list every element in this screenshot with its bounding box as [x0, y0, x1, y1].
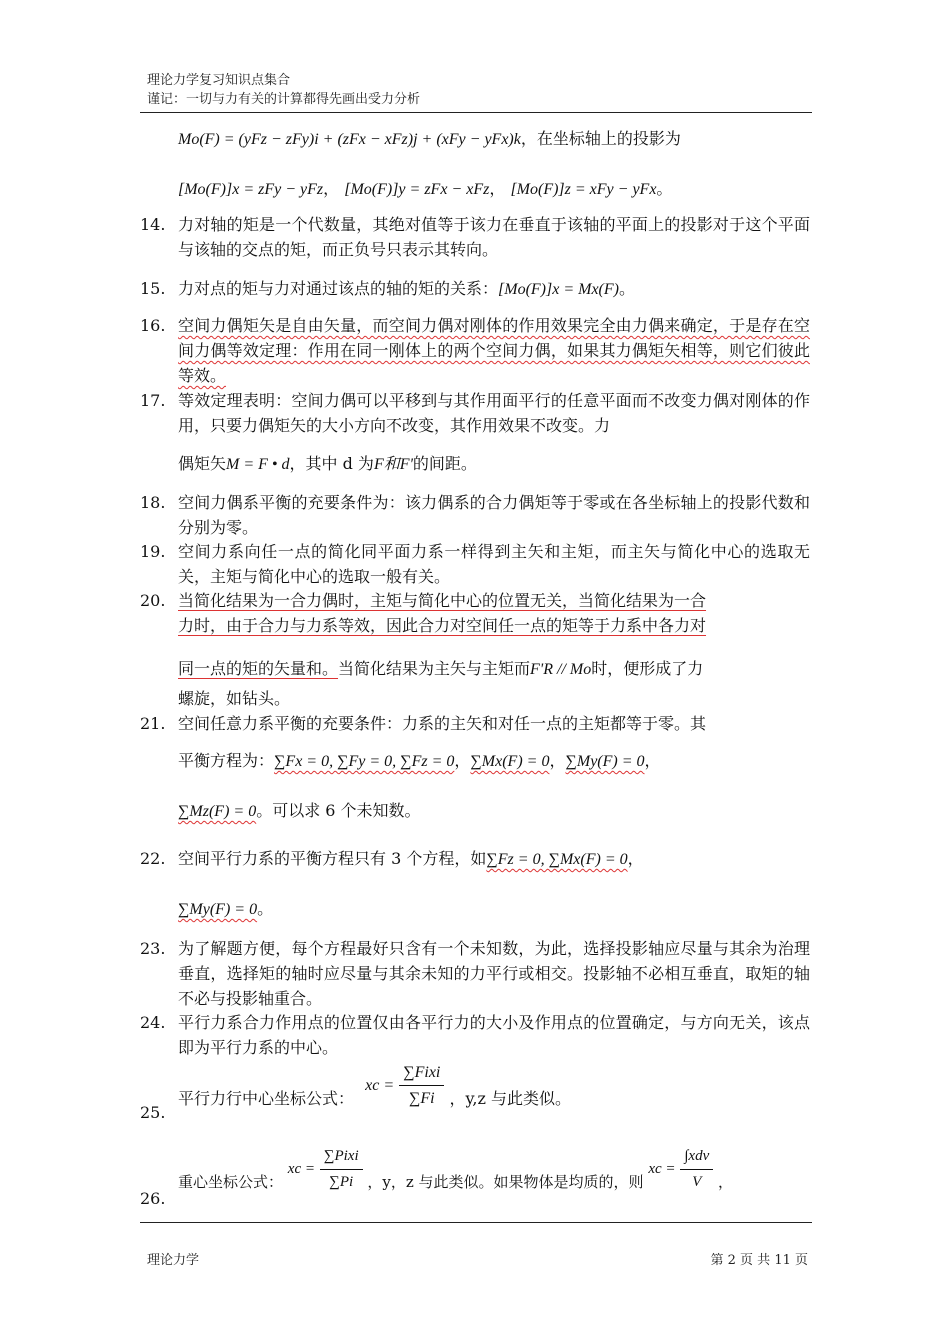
item-number: 25.	[140, 1103, 166, 1122]
list-item-20: 20. 当简化结果为一合力偶时，主矩与简化中心的位置无关，当简化结果为一合 力时，由于合力与力系等效，因此合力对空间任一点的矩等于力系中各力对	[140, 588, 812, 638]
item-text: 空间力偶矩矢是自由矢量，而空间力偶对刚体的作用效果完全由力偶来确定，于是存在空间力偶等效定理：作用在同一刚体上的两个空间力偶，如果其力偶矩矢相等，则它们彼此等效。	[178, 316, 810, 385]
header-title: 理论力学复习知识点集合	[147, 73, 291, 88]
projection-x: [Mo(F)]x = zFy − yFz	[178, 181, 324, 198]
moment-formula-line	[178, 126, 810, 152]
item-number: 17.	[140, 391, 166, 410]
item-17-formula-line: 偶矩矢M = F • d，其中 d 为F和F'的间距。	[178, 454, 477, 473]
list-item-23	[140, 936, 812, 1011]
item-number: 23.	[140, 939, 166, 958]
centroid-fraction: $\frac{\text{∑Pixi}}{\sum Pi}$	[320, 1144, 363, 1195]
parallel-force-equations: ∑Fz = 0, ∑Mx(F) = 0	[486, 851, 628, 868]
list-item-15: 15. 力对点的矩与力对通过该点的轴的矩的关系：[Mo(F)]x = Mx(F)。	[140, 276, 812, 302]
list-item-18	[140, 490, 812, 540]
projection-intro: ，在坐标轴上的投影为	[520, 129, 681, 148]
projection-y: [Mo(F)]y = zFx − xFz	[344, 181, 490, 198]
list-item-19	[140, 539, 812, 589]
projection-z: [Mo(F)]z = xFy − yFx	[510, 181, 657, 198]
list-item-22: 22. 空间平行力系的平衡方程只有 3 个方程，如∑Fz = 0, ∑Mx(F) = 0，	[140, 846, 812, 872]
item-number: 20.	[140, 591, 166, 610]
item-22-line-2: ∑My(F) = 0。	[178, 899, 274, 918]
item-number: 24.	[140, 1013, 166, 1032]
couple-moment-formula: M = F • d	[226, 456, 290, 473]
parallel-moment-y-equation: ∑My(F) = 0	[178, 901, 258, 918]
list-item-25: 25. 平行力行中心坐标公式： xc = $\frac{\text{∑Fixi}}{\sum Fi}$ ，y,z 与此类似。	[140, 1060, 812, 1111]
item-number: 22.	[140, 849, 166, 868]
item-text: 平行力系合力作用点的位置仅由各平行力的大小及作用点的位置确定，与方向无关，该点即为平行力系的中心。	[178, 1013, 810, 1057]
list-item-16	[140, 313, 812, 388]
page-header	[147, 71, 812, 109]
item-text: 力对点的矩与力对通过该点的轴的矩的关系：	[178, 279, 499, 298]
list-item-24	[140, 1010, 812, 1060]
footer-course-name: 理论力学	[147, 1253, 200, 1268]
item-text: 空间力系向任一点的简化同平面力系一样得到主矢和主矩，而主矢与简化中心的选取无关，主矩与简化中心的选取一般有关。	[178, 542, 810, 586]
item-number: 18.	[140, 493, 166, 512]
item-text: 空间力偶系平衡的充要条件为：该力偶系的合力偶矩等于零或在各坐标轴上的投影代数和分别为零。	[178, 493, 810, 537]
item-text: 为了解题方便，每个方程最好只含有一个未知数，为此，选择投影轴应尽量与其余为治理垂直，选择矩的轴时应尽量与其余未知的力平行或相交。投影轴不必相互垂直，取矩的轴不必与投影轴重合。	[178, 939, 810, 1008]
item-20-line-4: 螺旋，如钻头。	[178, 689, 291, 708]
center-coordinate-fraction: $\frac{\text{∑Fixi}}{\sum Fi}$	[399, 1060, 444, 1111]
list-item-21: 21. 空间任意力系平衡的充要条件：力系的主矢和对任一点的主矩都等于零。其	[140, 711, 812, 736]
footer-rule	[140, 1222, 812, 1223]
item-21-equations: 平衡方程为：∑Fx = 0, ∑Fy = 0, ∑Fz = 0，∑Mx(F) = 0，∑My(F) = 0，	[178, 751, 661, 770]
item-number: 19.	[140, 542, 166, 561]
item-text: 力对轴的矩是一个代数量，其绝对值等于该力在垂直于该轴的平面上的投影对于这个平面与该轴的交点的矩，而正负号只表示其转向。	[178, 215, 810, 259]
force-sum-equations: ∑Fx = 0, ∑Fy = 0, ∑Fz = 0	[274, 753, 455, 770]
moment-x-equation: ∑Mx(F) = 0	[470, 753, 550, 770]
projection-line: [Mo(F)]x = zFy − yFz， [Mo(F)]y = zFx − xFz， [Mo(F)]z = xFy − yFx。	[178, 179, 673, 198]
item-number: 15.	[140, 279, 166, 298]
moment-z-equation: ∑Mz(F) = 0	[178, 803, 257, 820]
item-number: 26.	[140, 1189, 166, 1208]
list-item-26: 26. 重心坐标公式： xc = $\frac{\text{∑Pixi}}{\sum Pi}$ ，y，z 与此类似。如果物体是均质的，则 xc = $\frac{\text{∫xdv}}{V}$ ，	[140, 1144, 812, 1195]
footer-page-number: 第 2 页 共 11 页	[710, 1253, 808, 1268]
item-number: 21.	[140, 714, 166, 733]
list-item-14	[140, 212, 812, 262]
force-pair-formula: F和F'	[373, 456, 413, 473]
item-20-line-3: 同一点的矩的矢量和。当简化结果为主矢与主矩而F'R // Mo时，便形成了力	[178, 659, 704, 678]
moment-vector-formula: Mo(F) = (yFz − zFy)i + (zFx − xFz)j + (xFy − yFx)k	[178, 131, 521, 148]
homogeneous-centroid-fraction: $\frac{\text{∫xdv}}{V}$	[680, 1144, 713, 1195]
moment-y-equation: ∑My(F) = 0	[565, 753, 645, 770]
force-screw-formula: F'R // Mo	[530, 661, 592, 678]
item-text: 等效定理表明：空间力偶可以平移到与其作用面平行的任意平面而不改变力偶对刚体的作用，只要力偶矩矢的大小方向不改变，其作用效果不改变。力	[178, 391, 810, 435]
axis-moment-formula: [Mo(F)]x = Mx(F)	[498, 281, 619, 298]
item-number: 14.	[140, 215, 166, 234]
header-subtitle: 谨记：一切与力有关的计算都得先画出受力分析	[147, 92, 421, 107]
header-rule	[140, 112, 812, 113]
item-21-line-3: ∑Mz(F) = 0。可以求 6 个未知数。	[178, 801, 421, 820]
item-number: 16.	[140, 316, 166, 335]
list-item-17	[140, 388, 812, 438]
